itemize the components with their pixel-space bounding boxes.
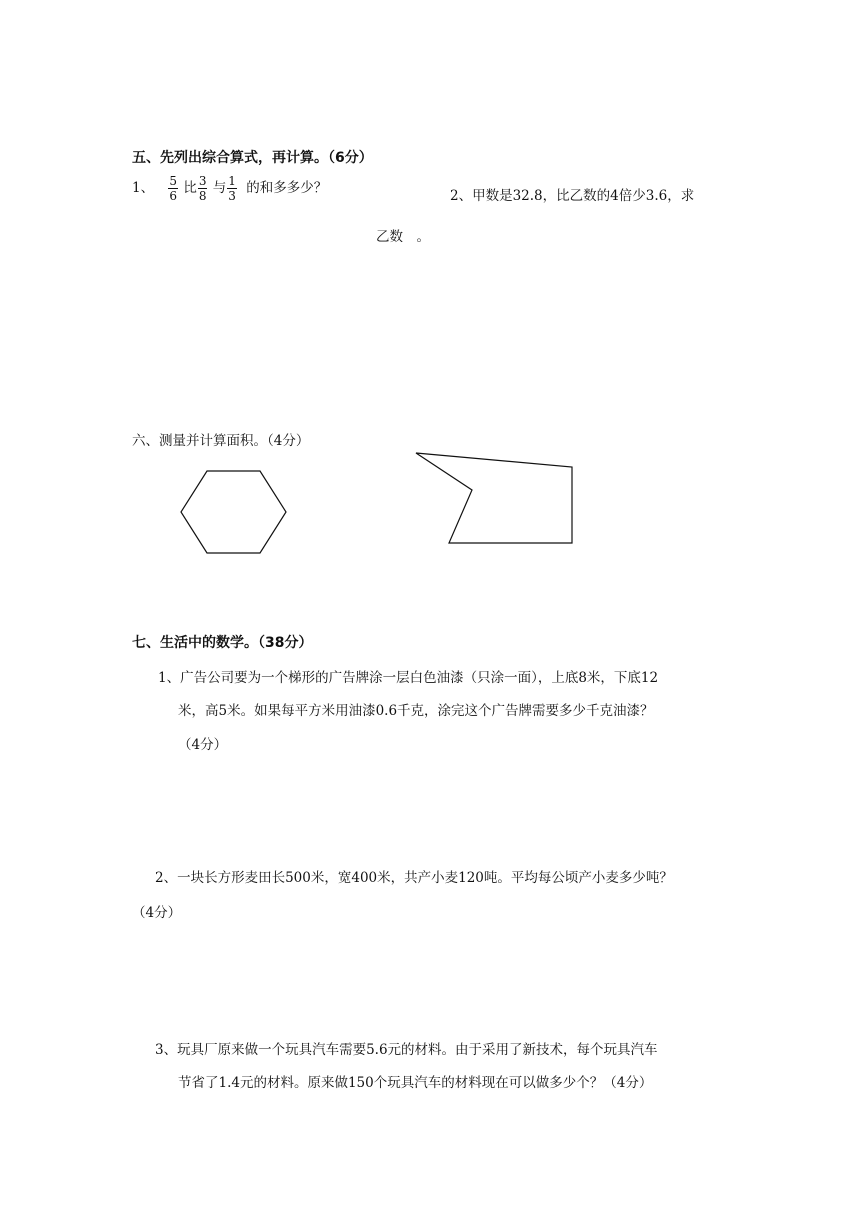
fraction-five-sixths: $\frac{5}{6}$	[169, 174, 178, 203]
fraction-one-third: $\frac{1}{3}$	[228, 174, 236, 203]
fraction-three-eighths: $\frac{3}{8}$	[198, 174, 207, 203]
question-7-3-line1: 3、玩具厂原来做一个玩具汽车需要5.6元的材料。由于采用了新技术，每个玩具汽车	[155, 1042, 658, 1058]
question-7-1-line2: 米，高5米。如果每平方米用油漆0.6千克，涂完这个广告牌需要多少千克油漆？	[178, 703, 654, 719]
section-five-heading: 五、先列出综合算式，再计算。（6分）	[132, 150, 373, 166]
question-7-2-line1: 2、一块长方形麦田长500米，宽400米，共产小麦120吨。平均每公顷产小麦多少吨？	[155, 870, 673, 886]
section-six-heading: 六、测量并计算面积。（4分）	[132, 433, 310, 449]
question-number: 1、	[132, 180, 155, 196]
question-5-2-line1: 2、甲数是32.8，比乙数的4倍少3.6，求	[450, 188, 695, 204]
question-7-1-line1: 1、广告公司要为一个梯形的广告牌涂一层白色油漆（只涂一面），上底8米，下底12	[158, 670, 659, 686]
word-bi: 比	[183, 180, 197, 196]
question-7-2-line2: （4分）	[132, 905, 182, 921]
word-yu: 与	[212, 180, 227, 196]
question-7-3-line2: 节省了1.4元的材料。原来做150个玩具汽车的材料现在可以做多少个？（4分）	[178, 1075, 653, 1091]
concave-pentagon-figure	[416, 453, 572, 543]
section-seven-heading: 七、生活中的数学。（38分）	[132, 635, 313, 651]
question-5-2-line2: 乙数 。	[376, 229, 430, 245]
question-tail: 的和多多少？	[246, 180, 328, 196]
hexagon-figure	[181, 471, 286, 553]
question-7-1-line3: （4分）	[178, 737, 228, 753]
